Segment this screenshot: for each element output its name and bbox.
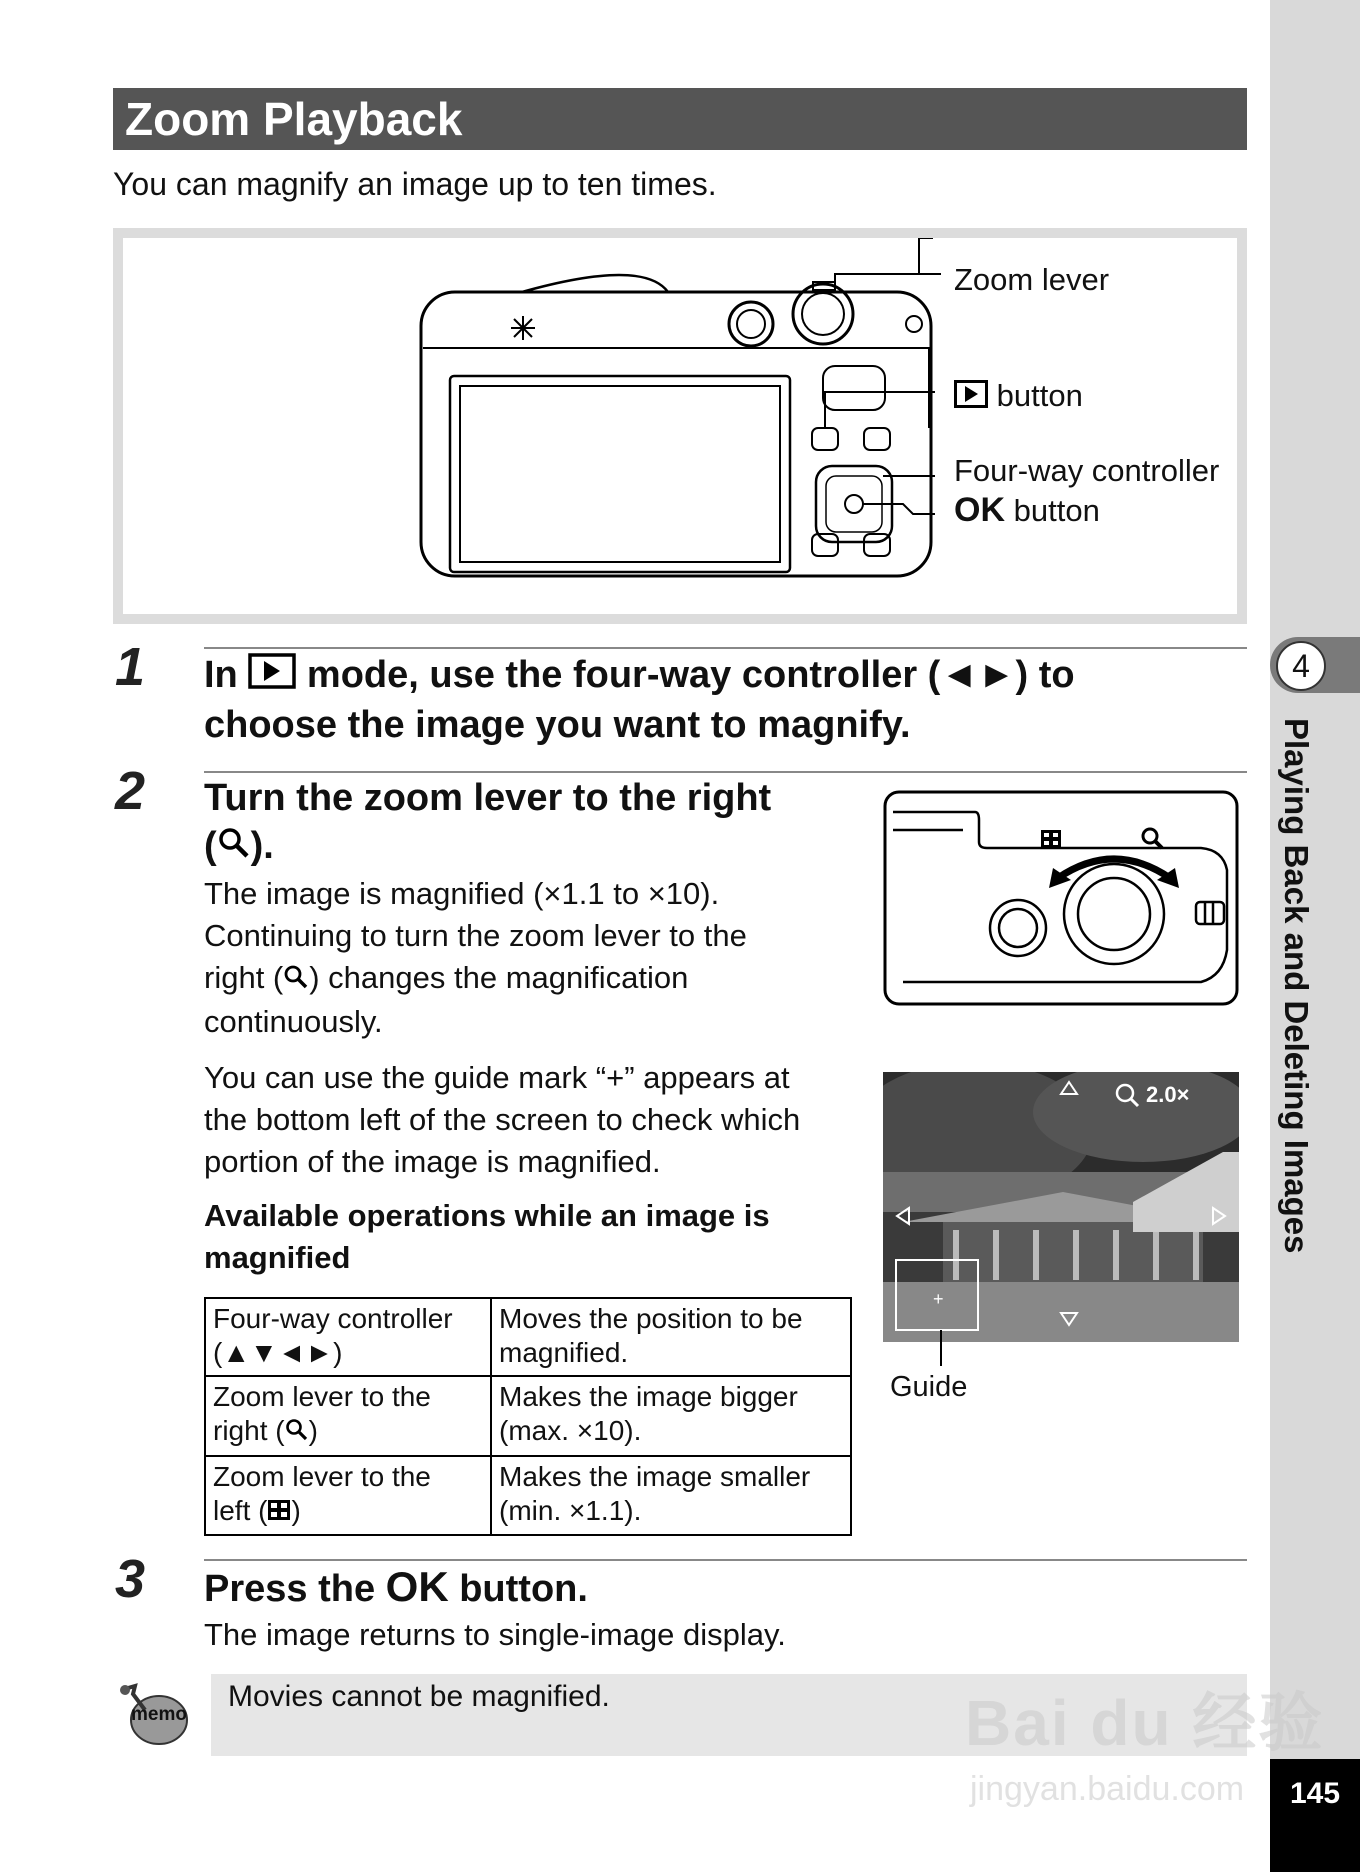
magnify-icon <box>217 824 251 872</box>
step-3-number: 3 <box>115 1549 146 1609</box>
guide-leader-line <box>940 1330 942 1366</box>
ok-icon: OK <box>954 491 1005 529</box>
step-1-number: 1 <box>115 637 146 697</box>
step-2-heading-a: Turn the zoom lever to the right <box>204 777 772 819</box>
cell-text: left ( <box>213 1494 268 1526</box>
ops-heading-b: magnified <box>204 1240 351 1275</box>
magnified-photo <box>883 1072 1239 1342</box>
callout-play-button-label: button <box>996 378 1083 413</box>
memo-text: Movies cannot be magnified. <box>228 1680 610 1713</box>
ops-heading-a: Available operations while an image is <box>204 1198 770 1233</box>
table-row <box>205 1456 851 1536</box>
callout-play-button <box>954 378 1083 416</box>
page-title: Zoom Playback <box>113 88 1247 150</box>
step-2-rule <box>204 771 1247 773</box>
step-2-paren-open: ( <box>204 825 217 867</box>
cell-line: Makes the image smaller <box>499 1460 811 1492</box>
page-number: 145 <box>1270 1759 1360 1872</box>
memo-label: memo <box>131 1704 187 1725</box>
step-3-heading-pre: Press the <box>204 1568 376 1610</box>
ops-heading <box>204 1195 770 1279</box>
cell-line: (max. ×10). <box>499 1415 642 1446</box>
magnify-icon <box>283 959 309 1001</box>
step-2-para-2 <box>204 1057 864 1183</box>
playback-mode-icon <box>248 653 296 701</box>
cell-line: Zoom lever to the <box>213 1460 431 1492</box>
thumbnail-icon <box>267 1495 291 1529</box>
cell-line: Makes the image bigger <box>499 1381 798 1412</box>
step-2-para-1-a: The image is magnified (×1.1 to ×10). <box>204 876 720 911</box>
callout-four-way: Four-way controller <box>954 453 1220 488</box>
cell-line: Zoom lever to the <box>213 1381 431 1412</box>
table-cell <box>491 1456 851 1536</box>
step-2-para-2-c: portion of the image is magnified. <box>204 1144 661 1179</box>
step-1-text-a: mode, use the four-way controller (◄►) to <box>306 654 1075 696</box>
callout-zoom-lever: Zoom lever <box>954 262 1110 297</box>
table-row <box>205 1376 851 1456</box>
step-2-para-1-d: continuously. <box>204 1003 383 1039</box>
svg-text:+: + <box>933 1289 944 1309</box>
zoom-readout: 2.0× <box>1146 1082 1190 1107</box>
step-2-heading <box>204 774 771 872</box>
table-cell <box>491 1298 851 1376</box>
cell-line: Four-way controller <box>213 1303 453 1334</box>
callout-ok-button-label: button <box>1013 493 1100 528</box>
cell-text: ) <box>308 1415 318 1446</box>
table-cell <box>205 1376 491 1456</box>
cell-line <box>213 1494 483 1530</box>
step-1-rule <box>204 647 1247 649</box>
zoom-lever-illustration <box>883 790 1239 1006</box>
step-1-text-b: choose the image you want to magnify. <box>204 703 911 746</box>
thumbnail-icon <box>1041 830 1061 848</box>
step-1-heading <box>204 651 1075 749</box>
guide-label: Guide <box>890 1371 968 1403</box>
step-3-heading <box>204 1563 588 1613</box>
chapter-title: Playing Back and Deleting Images <box>1278 718 1315 1254</box>
step-3-rule <box>204 1559 1247 1561</box>
step-3-heading-post: button. <box>459 1568 588 1610</box>
step-2-para-2-a: You can use the guide mark “+” appears at <box>204 1060 790 1095</box>
table-row <box>205 1298 851 1376</box>
step-3-body: The image returns to single-image display. <box>204 1617 786 1652</box>
chapter-number: 4 <box>1276 641 1326 691</box>
cell-line: (▲▼◄►) <box>213 1337 343 1368</box>
ok-icon: OK <box>385 1563 449 1610</box>
cell-text: ) <box>291 1494 301 1526</box>
watermark-url: jingyan.baidu.com <box>970 1770 1245 1808</box>
table-cell <box>205 1298 491 1376</box>
step-2-number: 2 <box>115 761 146 821</box>
cell-text: right ( <box>213 1415 285 1446</box>
step-2-para-1-c-pre: right ( <box>204 960 284 995</box>
cell-line: Moves the position to be <box>499 1303 803 1334</box>
cell-line: (min. ×1.1). <box>499 1494 642 1526</box>
table-cell <box>491 1376 851 1456</box>
step-2-para-1-c <box>204 957 854 1001</box>
memo-icon <box>115 1682 189 1748</box>
step-2-para-1-b: Continuing to turn the zoom lever to the <box>204 918 747 953</box>
magnified-screen-example <box>883 1072 1239 1342</box>
step-2-paren-close: ). <box>250 825 274 867</box>
step-2-para-1 <box>204 873 854 1043</box>
watermark-logo: Bai du 经验 <box>965 1687 1325 1759</box>
step-1-in: In <box>204 654 238 696</box>
playback-icon <box>954 380 988 416</box>
callout-ok-button <box>954 491 1100 530</box>
table-cell <box>205 1456 491 1536</box>
intro-text: You can magnify an image up to ten times. <box>113 166 717 202</box>
step-2-para-2-b: the bottom left of the screen to check which <box>204 1102 801 1137</box>
cell-line: magnified. <box>499 1337 629 1368</box>
step-2-para-1-c-post: ) changes the magnification <box>309 960 689 995</box>
magnify-icon <box>285 1416 309 1450</box>
operations-table <box>204 1297 852 1536</box>
cell-line <box>213 1414 483 1450</box>
